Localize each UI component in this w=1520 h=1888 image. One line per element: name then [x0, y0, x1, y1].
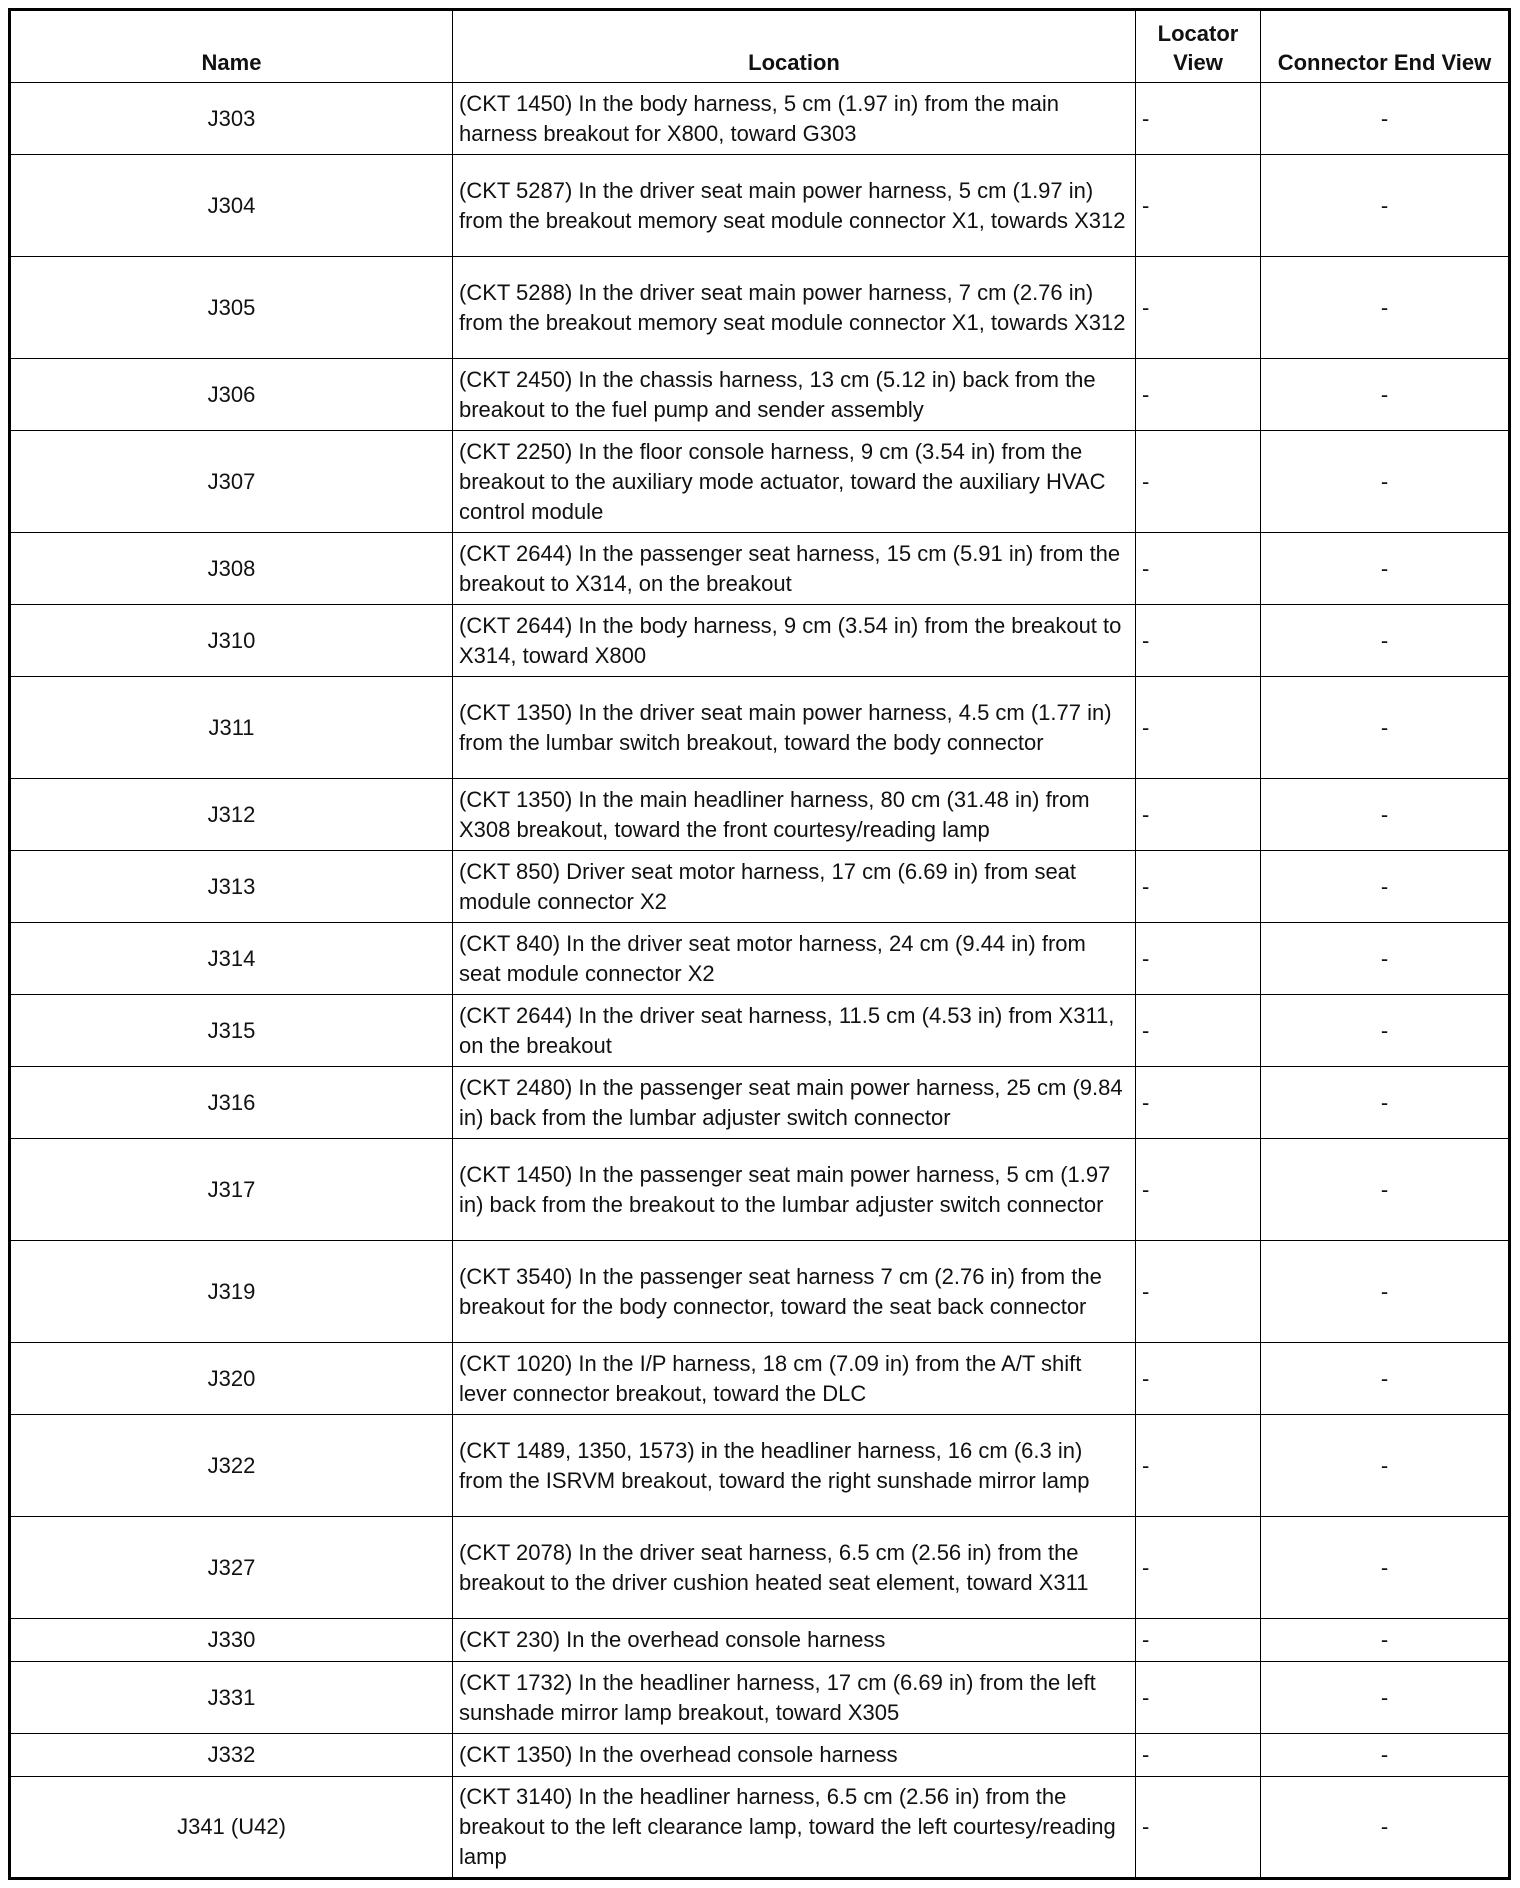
cell-connector-end-view: - [1261, 851, 1510, 923]
cell-connector-end-view: - [1261, 83, 1510, 155]
cell-connector-end-view: - [1261, 995, 1510, 1067]
cell-connector-end-view: - [1261, 359, 1510, 431]
cell-locator-view: - [1136, 923, 1261, 995]
cell-name: J304 [10, 155, 453, 257]
cell-location: (CKT 2644) In the driver seat harness, 11.5 cm (4.53 in) from X311, on the breakout [453, 995, 1136, 1067]
cell-location: (CKT 1350) In the overhead console harness [453, 1734, 1136, 1777]
cell-locator-view: - [1136, 533, 1261, 605]
cell-location: (CKT 1489, 1350, 1573) in the headliner harness, 16 cm (6.3 in) from the ISRVM breakout, toward the right sunshade mirror lamp [453, 1415, 1136, 1517]
cell-locator-view: - [1136, 1517, 1261, 1619]
table-row [10, 1241, 1510, 1343]
table-row [10, 155, 1510, 257]
cell-locator-view: - [1136, 1734, 1261, 1777]
cell-location: (CKT 1350) In the main headliner harness, 80 cm (31.48 in) from X308 breakout, toward the front courtesy/reading lamp [453, 779, 1136, 851]
splice-location-table [8, 8, 1511, 1880]
cell-locator-view: - [1136, 83, 1261, 155]
cell-connector-end-view: - [1261, 1139, 1510, 1241]
cell-connector-end-view: - [1261, 923, 1510, 995]
cell-locator-view: - [1136, 1415, 1261, 1517]
header-locator-view: Locator View [1136, 10, 1261, 83]
cell-name: J310 [10, 605, 453, 677]
table-row [10, 851, 1510, 923]
table-row [10, 431, 1510, 533]
cell-connector-end-view: - [1261, 1777, 1510, 1879]
cell-location: (CKT 2644) In the passenger seat harness, 15 cm (5.91 in) from the breakout to X314, on the breakout [453, 533, 1136, 605]
cell-location: (CKT 1732) In the headliner harness, 17 cm (6.69 in) from the left sunshade mirror lamp breakout, toward X305 [453, 1662, 1136, 1734]
cell-locator-view: - [1136, 155, 1261, 257]
cell-location: (CKT 1020) In the I/P harness, 18 cm (7.09 in) from the A/T shift lever connector breakout, toward the DLC [453, 1343, 1136, 1415]
table-row [10, 1517, 1510, 1619]
cell-connector-end-view: - [1261, 779, 1510, 851]
cell-locator-view: - [1136, 779, 1261, 851]
cell-locator-view: - [1136, 1067, 1261, 1139]
table-row [10, 923, 1510, 995]
cell-name: J319 [10, 1241, 453, 1343]
table-row [10, 257, 1510, 359]
cell-location: (CKT 3540) In the passenger seat harness 7 cm (2.76 in) from the breakout for the body connector, toward the seat back connector [453, 1241, 1136, 1343]
table-row [10, 1777, 1510, 1879]
cell-location: (CKT 850) Driver seat motor harness, 17 cm (6.69 in) from seat module connector X2 [453, 851, 1136, 923]
cell-name: J314 [10, 923, 453, 995]
cell-location: (CKT 2250) In the floor console harness, 9 cm (3.54 in) from the breakout to the auxiliary mode actuator, toward the auxiliary HVAC control module [453, 431, 1136, 533]
cell-location: (CKT 5287) In the driver seat main power harness, 5 cm (1.97 in) from the breakout memory seat module connector X1, towards X312 [453, 155, 1136, 257]
cell-name: J303 [10, 83, 453, 155]
cell-location: (CKT 1450) In the passenger seat main power harness, 5 cm (1.97 in) back from the breakout to the lumbar adjuster switch connector [453, 1139, 1136, 1241]
cell-name: J308 [10, 533, 453, 605]
table-row [10, 1343, 1510, 1415]
cell-locator-view: - [1136, 1343, 1261, 1415]
cell-locator-view: - [1136, 257, 1261, 359]
table-row [10, 1067, 1510, 1139]
cell-location: (CKT 1450) In the body harness, 5 cm (1.97 in) from the main harness breakout for X800, toward G303 [453, 83, 1136, 155]
cell-locator-view: - [1136, 431, 1261, 533]
cell-name: J312 [10, 779, 453, 851]
cell-connector-end-view: - [1261, 1241, 1510, 1343]
cell-locator-view: - [1136, 677, 1261, 779]
cell-connector-end-view: - [1261, 1067, 1510, 1139]
table-row [10, 995, 1510, 1067]
cell-connector-end-view: - [1261, 1343, 1510, 1415]
header-connector-end-view: Connector End View [1261, 10, 1510, 83]
cell-name: J315 [10, 995, 453, 1067]
table-row [10, 677, 1510, 779]
cell-locator-view: - [1136, 605, 1261, 677]
splice-location-table-sheet [8, 8, 1511, 1880]
cell-name: J331 [10, 1662, 453, 1734]
cell-location: (CKT 1350) In the driver seat main power harness, 4.5 cm (1.77 in) from the lumbar switch breakout, toward the body connector [453, 677, 1136, 779]
table-row [10, 605, 1510, 677]
table-row [10, 779, 1510, 851]
cell-connector-end-view: - [1261, 155, 1510, 257]
cell-name: J330 [10, 1619, 453, 1662]
cell-connector-end-view: - [1261, 1662, 1510, 1734]
cell-locator-view: - [1136, 995, 1261, 1067]
cell-locator-view: - [1136, 359, 1261, 431]
table-row [10, 1415, 1510, 1517]
cell-locator-view: - [1136, 1662, 1261, 1734]
cell-connector-end-view: - [1261, 677, 1510, 779]
header-location: Location [453, 10, 1136, 83]
header-row [10, 10, 1510, 83]
cell-locator-view: - [1136, 851, 1261, 923]
cell-location: (CKT 2644) In the body harness, 9 cm (3.54 in) from the breakout to X314, toward X800 [453, 605, 1136, 677]
cell-name: J307 [10, 431, 453, 533]
cell-name: J317 [10, 1139, 453, 1241]
table-row [10, 1734, 1510, 1777]
cell-location: (CKT 2078) In the driver seat harness, 6.5 cm (2.56 in) from the breakout to the driver cushion heated seat element, toward X311 [453, 1517, 1136, 1619]
table-row [10, 83, 1510, 155]
cell-name: J320 [10, 1343, 453, 1415]
cell-location: (CKT 5288) In the driver seat main power harness, 7 cm (2.76 in) from the breakout memory seat module connector X1, towards X312 [453, 257, 1136, 359]
cell-connector-end-view: - [1261, 605, 1510, 677]
cell-locator-view: - [1136, 1619, 1261, 1662]
cell-name: J327 [10, 1517, 453, 1619]
cell-name: J316 [10, 1067, 453, 1139]
cell-locator-view: - [1136, 1241, 1261, 1343]
cell-name: J306 [10, 359, 453, 431]
table-row [10, 533, 1510, 605]
cell-name: J322 [10, 1415, 453, 1517]
table-row [10, 1619, 1510, 1662]
cell-location: (CKT 2450) In the chassis harness, 13 cm (5.12 in) back from the breakout to the fuel pump and sender assembly [453, 359, 1136, 431]
cell-location: (CKT 840) In the driver seat motor harness, 24 cm (9.44 in) from seat module connector X2 [453, 923, 1136, 995]
cell-location: (CKT 2480) In the passenger seat main power harness, 25 cm (9.84 in) back from the lumbar adjuster switch connector [453, 1067, 1136, 1139]
cell-connector-end-view: - [1261, 257, 1510, 359]
cell-connector-end-view: - [1261, 431, 1510, 533]
cell-name: J305 [10, 257, 453, 359]
cell-connector-end-view: - [1261, 1415, 1510, 1517]
cell-connector-end-view: - [1261, 1517, 1510, 1619]
cell-location: (CKT 3140) In the headliner harness, 6.5 cm (2.56 in) from the breakout to the left clearance lamp, toward the left courtesy/reading lamp [453, 1777, 1136, 1879]
table-row [10, 1139, 1510, 1241]
cell-location: (CKT 230) In the overhead console harness [453, 1619, 1136, 1662]
cell-name: J341 (U42) [10, 1777, 453, 1879]
cell-locator-view: - [1136, 1777, 1261, 1879]
table-row [10, 1662, 1510, 1734]
table-row [10, 359, 1510, 431]
cell-connector-end-view: - [1261, 1619, 1510, 1662]
cell-name: J311 [10, 677, 453, 779]
cell-connector-end-view: - [1261, 1734, 1510, 1777]
cell-connector-end-view: - [1261, 533, 1510, 605]
cell-name: J332 [10, 1734, 453, 1777]
header-name: Name [10, 10, 453, 83]
cell-name: J313 [10, 851, 453, 923]
cell-locator-view: - [1136, 1139, 1261, 1241]
